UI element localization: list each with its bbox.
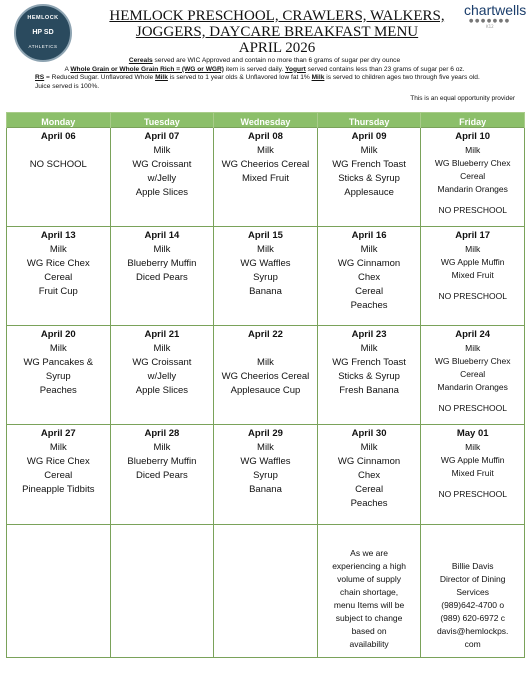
menu-item: Cereal bbox=[44, 272, 73, 283]
menu-item: Blueberry Muffin bbox=[127, 456, 197, 467]
menu-item: NO PRESCHOOL bbox=[438, 291, 507, 301]
menu-item: Chex bbox=[357, 272, 381, 283]
menu-item: Mandarin Oranges bbox=[437, 184, 508, 194]
day-date: April 15 bbox=[248, 230, 283, 241]
week-row bbox=[7, 227, 525, 326]
menu-item: Syrup bbox=[253, 470, 278, 481]
menu-item: Peaches bbox=[350, 498, 388, 509]
menu-item: Peaches bbox=[39, 385, 77, 396]
footer-row bbox=[7, 525, 525, 658]
menu-item: Cereal bbox=[460, 171, 486, 181]
menu-item: Chex bbox=[357, 470, 381, 481]
day-cell bbox=[214, 128, 318, 227]
footer-line: subject to change bbox=[335, 613, 403, 623]
empty-cell bbox=[7, 525, 111, 658]
chartwells-logo: chartwells bbox=[464, 2, 527, 18]
menu-calendar bbox=[6, 112, 525, 658]
menu-item: Milk bbox=[465, 343, 481, 353]
menu-item: Cereal bbox=[355, 286, 384, 297]
menu-item: Cereal bbox=[355, 484, 384, 495]
note-whole-grain: A Whole Grain or Whole Grain Rich = (WG or WGR) item is served daily. Yogurt served contains less than 23 grams of sugar per 6 oz. bbox=[64, 65, 465, 73]
day-cell bbox=[110, 326, 214, 425]
footer-line: com bbox=[464, 639, 481, 649]
menu-item: Peaches bbox=[350, 300, 388, 311]
brand-dots: ● ● ● ● ● ● ● bbox=[469, 18, 510, 24]
menu-item: WG Blueberry Chex bbox=[434, 158, 511, 168]
menu-item: NO PRESCHOOL bbox=[438, 205, 507, 215]
day-header: Monday bbox=[7, 113, 111, 128]
logo-bottom-text: ATHLETICS bbox=[28, 44, 58, 49]
footer-line: (989) 620-6972 c bbox=[440, 613, 506, 623]
nutrition-notes bbox=[0, 57, 529, 91]
week-row bbox=[7, 425, 525, 525]
menu-item: WG Croissant bbox=[132, 159, 192, 170]
menu-item: NO PRESCHOOL bbox=[438, 403, 507, 413]
footer-line: volume of supply bbox=[337, 574, 401, 584]
menu-item: WG Apple Muffin bbox=[440, 257, 505, 267]
menu-item: NO SCHOOL bbox=[29, 159, 87, 170]
dining-director-contact bbox=[421, 525, 525, 658]
menu-item: Fruit Cup bbox=[38, 286, 78, 297]
menu-item: Milk bbox=[153, 343, 171, 354]
day-cell bbox=[7, 326, 111, 425]
menu-item: WG Waffles bbox=[240, 456, 291, 467]
day-date: April 10 bbox=[455, 131, 491, 142]
empty-cell bbox=[214, 525, 318, 658]
menu-item: Milk bbox=[360, 145, 378, 156]
menu-item: WG Rice Chex bbox=[26, 456, 90, 467]
menu-item: Mixed Fruit bbox=[241, 173, 289, 184]
menu-item: Sticks & Syrup bbox=[338, 173, 400, 184]
menu-item: Apple Slices bbox=[135, 385, 189, 396]
menu-item: Apple Slices bbox=[135, 187, 189, 198]
footer-line: Billie Davis bbox=[451, 561, 494, 571]
day-cell bbox=[317, 128, 421, 227]
menu-item: Milk bbox=[257, 442, 274, 453]
footer-line: chain shortage, bbox=[340, 587, 399, 597]
menu-item: Cereal bbox=[460, 369, 486, 379]
day-cell bbox=[421, 326, 525, 425]
day-header: Tuesday bbox=[110, 113, 214, 128]
menu-item: Mandarin Oranges bbox=[437, 382, 508, 392]
day-date: April 22 bbox=[248, 329, 283, 340]
day-date: April 30 bbox=[351, 428, 387, 439]
menu-item: Milk bbox=[465, 244, 481, 254]
day-date: April 08 bbox=[248, 131, 283, 142]
footer-line: (989)642-4700 o bbox=[441, 600, 505, 610]
menu-item: Milk bbox=[49, 442, 67, 453]
menu-item: WG Apple Muffin bbox=[440, 455, 505, 465]
day-cell bbox=[214, 227, 318, 326]
spacer bbox=[422, 394, 523, 402]
menu-item: WG Cinnamon bbox=[337, 456, 401, 467]
spacer bbox=[8, 144, 109, 158]
menu-item: Cereal bbox=[44, 470, 73, 481]
day-date: April 07 bbox=[144, 131, 180, 142]
day-date: April 13 bbox=[40, 230, 76, 241]
day-cell bbox=[317, 425, 421, 525]
spacer bbox=[215, 342, 316, 356]
footer-line: menu Items will be bbox=[333, 600, 405, 610]
day-date: April 24 bbox=[455, 329, 491, 340]
menu-item: Milk bbox=[257, 244, 274, 255]
day-date: April 16 bbox=[351, 230, 387, 241]
footer-line: davis@hemlockps. bbox=[436, 626, 509, 636]
menu-item: Milk bbox=[257, 357, 274, 368]
menu-item: Milk bbox=[153, 442, 171, 453]
menu-item: Applesauce bbox=[344, 187, 394, 198]
brand-sub: K12 bbox=[486, 24, 494, 29]
menu-month: APRIL 2026 bbox=[238, 40, 316, 56]
day-cell bbox=[110, 425, 214, 525]
day-header: Thursday bbox=[317, 113, 421, 128]
menu-item: WG Croissant bbox=[132, 357, 192, 368]
menu-item: WG Rice Chex bbox=[26, 258, 90, 269]
menu-item: w/Jelly bbox=[147, 371, 177, 382]
footer-line: As we are bbox=[350, 548, 388, 558]
menu-item: WG Cheerios Cereal bbox=[221, 159, 310, 170]
menu-item: Banana bbox=[249, 484, 282, 495]
menu-title-line-2: JOGGERS, DAYCARE BREAKFAST MENU bbox=[135, 24, 419, 40]
day-cell bbox=[317, 326, 421, 425]
day-cell bbox=[421, 227, 525, 326]
menu-item: WG Waffles bbox=[240, 258, 291, 269]
day-date: April 23 bbox=[351, 329, 387, 340]
menu-item: NO PRESCHOOL bbox=[438, 489, 507, 499]
menu-item: Blueberry Muffin bbox=[127, 258, 197, 269]
spacer bbox=[422, 480, 523, 488]
menu-item: Fresh Banana bbox=[339, 385, 399, 396]
day-cell bbox=[110, 227, 214, 326]
menu-item: WG Blueberry Chex bbox=[434, 356, 511, 366]
menu-item: WG Cheerios Cereal bbox=[221, 371, 310, 382]
day-header-row bbox=[7, 113, 525, 128]
menu-item: Applesauce Cup bbox=[230, 385, 301, 396]
day-header: Wednesday bbox=[214, 113, 318, 128]
menu-item: Sticks & Syrup bbox=[338, 371, 400, 382]
footer-line: experiencing a high bbox=[332, 561, 406, 571]
menu-item: Milk bbox=[465, 145, 481, 155]
day-date: May 01 bbox=[456, 428, 489, 439]
day-date: April 09 bbox=[351, 131, 387, 142]
school-logo bbox=[14, 4, 72, 62]
note-milk: RS = Reduced Sugar. Unflavored Whole Milk is served to 1 year olds & Unflavored low fat 1% Milk is served to children ages two through five years old. Juice served is 100%. bbox=[35, 74, 480, 90]
spacer bbox=[422, 196, 523, 204]
day-cell bbox=[110, 128, 214, 227]
day-date: April 27 bbox=[40, 428, 76, 439]
day-cell bbox=[421, 425, 525, 525]
note-cereals: Cereals served are WIC Approved and contain no more than 6 grams of sugar per dry ounce bbox=[128, 57, 401, 64]
menu-item: Milk bbox=[360, 343, 378, 354]
menu-item: Syrup bbox=[45, 371, 71, 382]
logo-middle-text: HP SD bbox=[32, 29, 54, 36]
day-date: April 14 bbox=[144, 230, 180, 241]
menu-item: Mixed Fruit bbox=[451, 468, 494, 478]
day-date: April 28 bbox=[144, 428, 180, 439]
logo-top-text: HEMLOCK bbox=[27, 15, 59, 21]
supply-chain-note bbox=[317, 525, 421, 658]
day-cell bbox=[7, 128, 111, 227]
menu-item: Banana bbox=[249, 286, 282, 297]
menu-item: Milk bbox=[153, 145, 171, 156]
equal-opportunity-statement: This is an equal opportunity provider bbox=[410, 95, 515, 102]
week-row bbox=[7, 128, 525, 227]
day-cell bbox=[214, 326, 318, 425]
menu-item: WG French Toast bbox=[332, 357, 406, 368]
empty-cell bbox=[110, 525, 214, 658]
menu-item: Diced Pears bbox=[136, 272, 188, 283]
menu-item: Mixed Fruit bbox=[451, 270, 494, 280]
menu-item: Milk bbox=[257, 145, 274, 156]
menu-item: WG Pancakes & bbox=[23, 357, 94, 368]
day-cell bbox=[214, 425, 318, 525]
day-date: April 21 bbox=[144, 329, 180, 340]
menu-item: Diced Pears bbox=[136, 470, 188, 481]
footer-line: based on bbox=[351, 626, 387, 636]
day-cell bbox=[7, 227, 111, 326]
menu-item: Milk bbox=[153, 244, 171, 255]
footer-line: Services bbox=[456, 587, 489, 597]
day-date: April 17 bbox=[455, 230, 491, 241]
menu-item: Milk bbox=[49, 244, 67, 255]
footer-line: Director of Dining bbox=[439, 574, 506, 584]
menu-item: Milk bbox=[360, 244, 378, 255]
menu-title-line-1: HEMLOCK PRESCHOOL, CRAWLERS, WALKERS, bbox=[109, 8, 445, 24]
day-cell bbox=[421, 128, 525, 227]
menu-item: Syrup bbox=[253, 272, 278, 283]
week-row bbox=[7, 326, 525, 425]
menu-item: WG Cinnamon bbox=[337, 258, 401, 269]
day-date: April 29 bbox=[248, 428, 283, 439]
menu-item: Pineapple Tidbits bbox=[22, 484, 95, 495]
footer-line: availability bbox=[349, 639, 389, 649]
menu-item: WG French Toast bbox=[332, 159, 406, 170]
day-cell bbox=[317, 227, 421, 326]
menu-item: w/Jelly bbox=[147, 173, 177, 184]
spacer bbox=[422, 282, 523, 290]
day-date: April 20 bbox=[40, 329, 76, 340]
menu-item: Milk bbox=[360, 442, 378, 453]
day-date: April 06 bbox=[40, 131, 76, 142]
day-header: Friday bbox=[421, 113, 525, 128]
day-cell bbox=[7, 425, 111, 525]
menu-item: Milk bbox=[465, 442, 481, 452]
menu-item: Milk bbox=[49, 343, 67, 354]
